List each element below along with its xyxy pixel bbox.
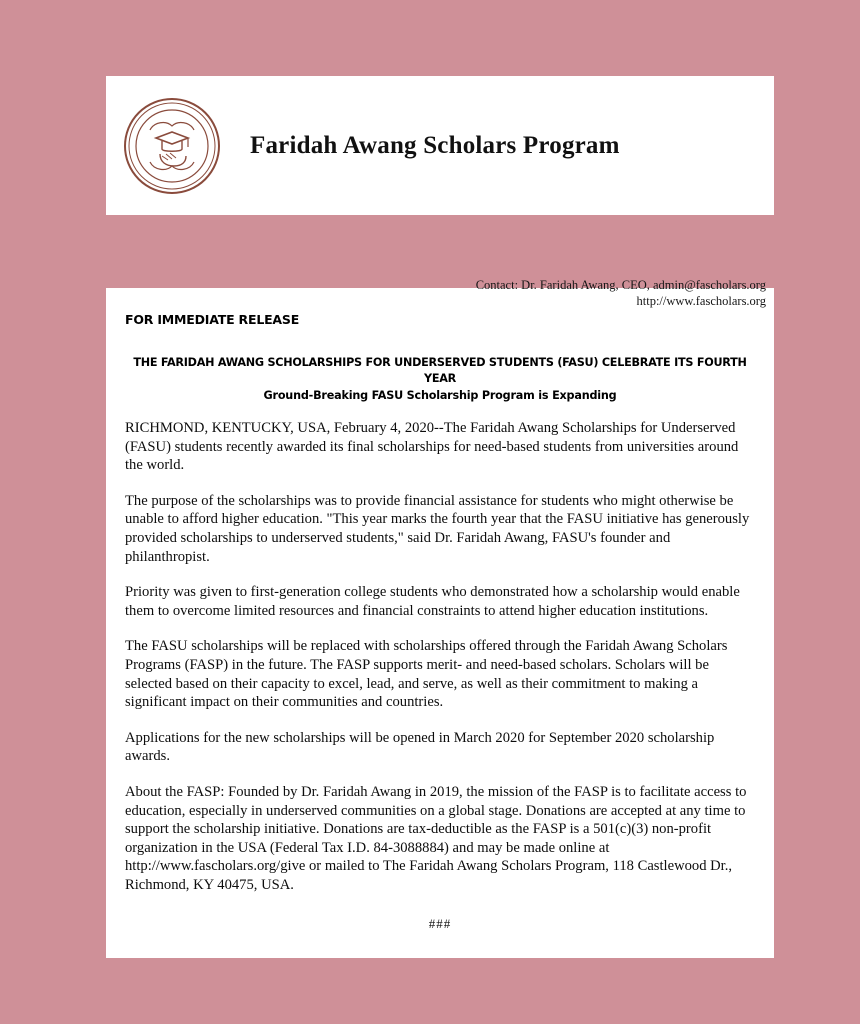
contact-info [476,277,766,309]
header-divider-strip [106,215,774,308]
page-title: THE FARIDAH AWANG SCHOLARSHIPS FOR UNDERSERVED STUDENTS (FASU) CELEBRATE ITS FOURTH YEAR [133,356,747,385]
paragraph: Priority was given to first-generation college students who demonstrated how a scholarship would enable them to overcome limited resources and financial constraints to attend higher education institutions. [125,584,740,619]
subheadline: Ground-Breaking FASU Scholarship Program is Expanding [263,389,617,402]
paragraph: RICHMOND, KENTUCKY, USA, February 4, 2020--The Faridah Awang Scholarships for Underserved (FASU) students recently awarded its final scholarships for need-based students from universities around the world. [125,420,739,474]
contact-line-2[interactable]: http://www.fascholars.org [636,294,766,308]
organization-title: Faridah Awang Scholars Program [250,131,620,159]
notch-triangle-icon [424,215,460,237]
paragraph: About the FASP: Founded by Dr. Faridah Awang in 2019, the mission of the FASP is to facilitate access to education, especially in underserved communities on a global stage. Donations are accepted at any time to support the scholarship initiative. Donations are tax-deductible as the FASP is a 501(c)(3) non-profit organization in the USA (Federal Tax I.D. 84-3088884) and may be made online at http://www.fascholars.org/give or mailed to The Faridah Awang Scholars Program, 118 Castlewood Dr., Richmond, KY 40475, USA. [125,783,747,893]
press-release-page [106,76,774,958]
contact-line-1: Contact: Dr. Faridah Awang, CEO, admin@fascholars.org [475,278,766,292]
end-mark: ### [428,916,452,932]
circular-seal-graduation-cap-hand-logo [120,94,224,198]
document-header [106,76,774,215]
paragraph: The purpose of the scholarships was to provide financial assistance for students who might otherwise be unable to afford higher education. "This year marks the fourth year that the FASU initiative has generously provided scholarships to underserved students," said Dr. Faridah Awang, FASU's founder and philanthropist. [125,492,750,565]
paragraph: Applications for the new scholarships will be opened in March 2020 for September 2020 scholarship awards. [125,729,715,765]
release-label: FOR IMMEDIATE RELEASE [125,312,300,327]
document-body [106,312,774,958]
paragraph: The FASU scholarships will be replaced with scholarships offered through the Faridah Awang Scholars Programs (FASP) in the future. The FASP supports merit- and need-based scholars. Scholars will be selected based on their capacity to excel, lead, and serve, as well as their commitment to making a significant impact on their communities and countries. [125,638,728,711]
